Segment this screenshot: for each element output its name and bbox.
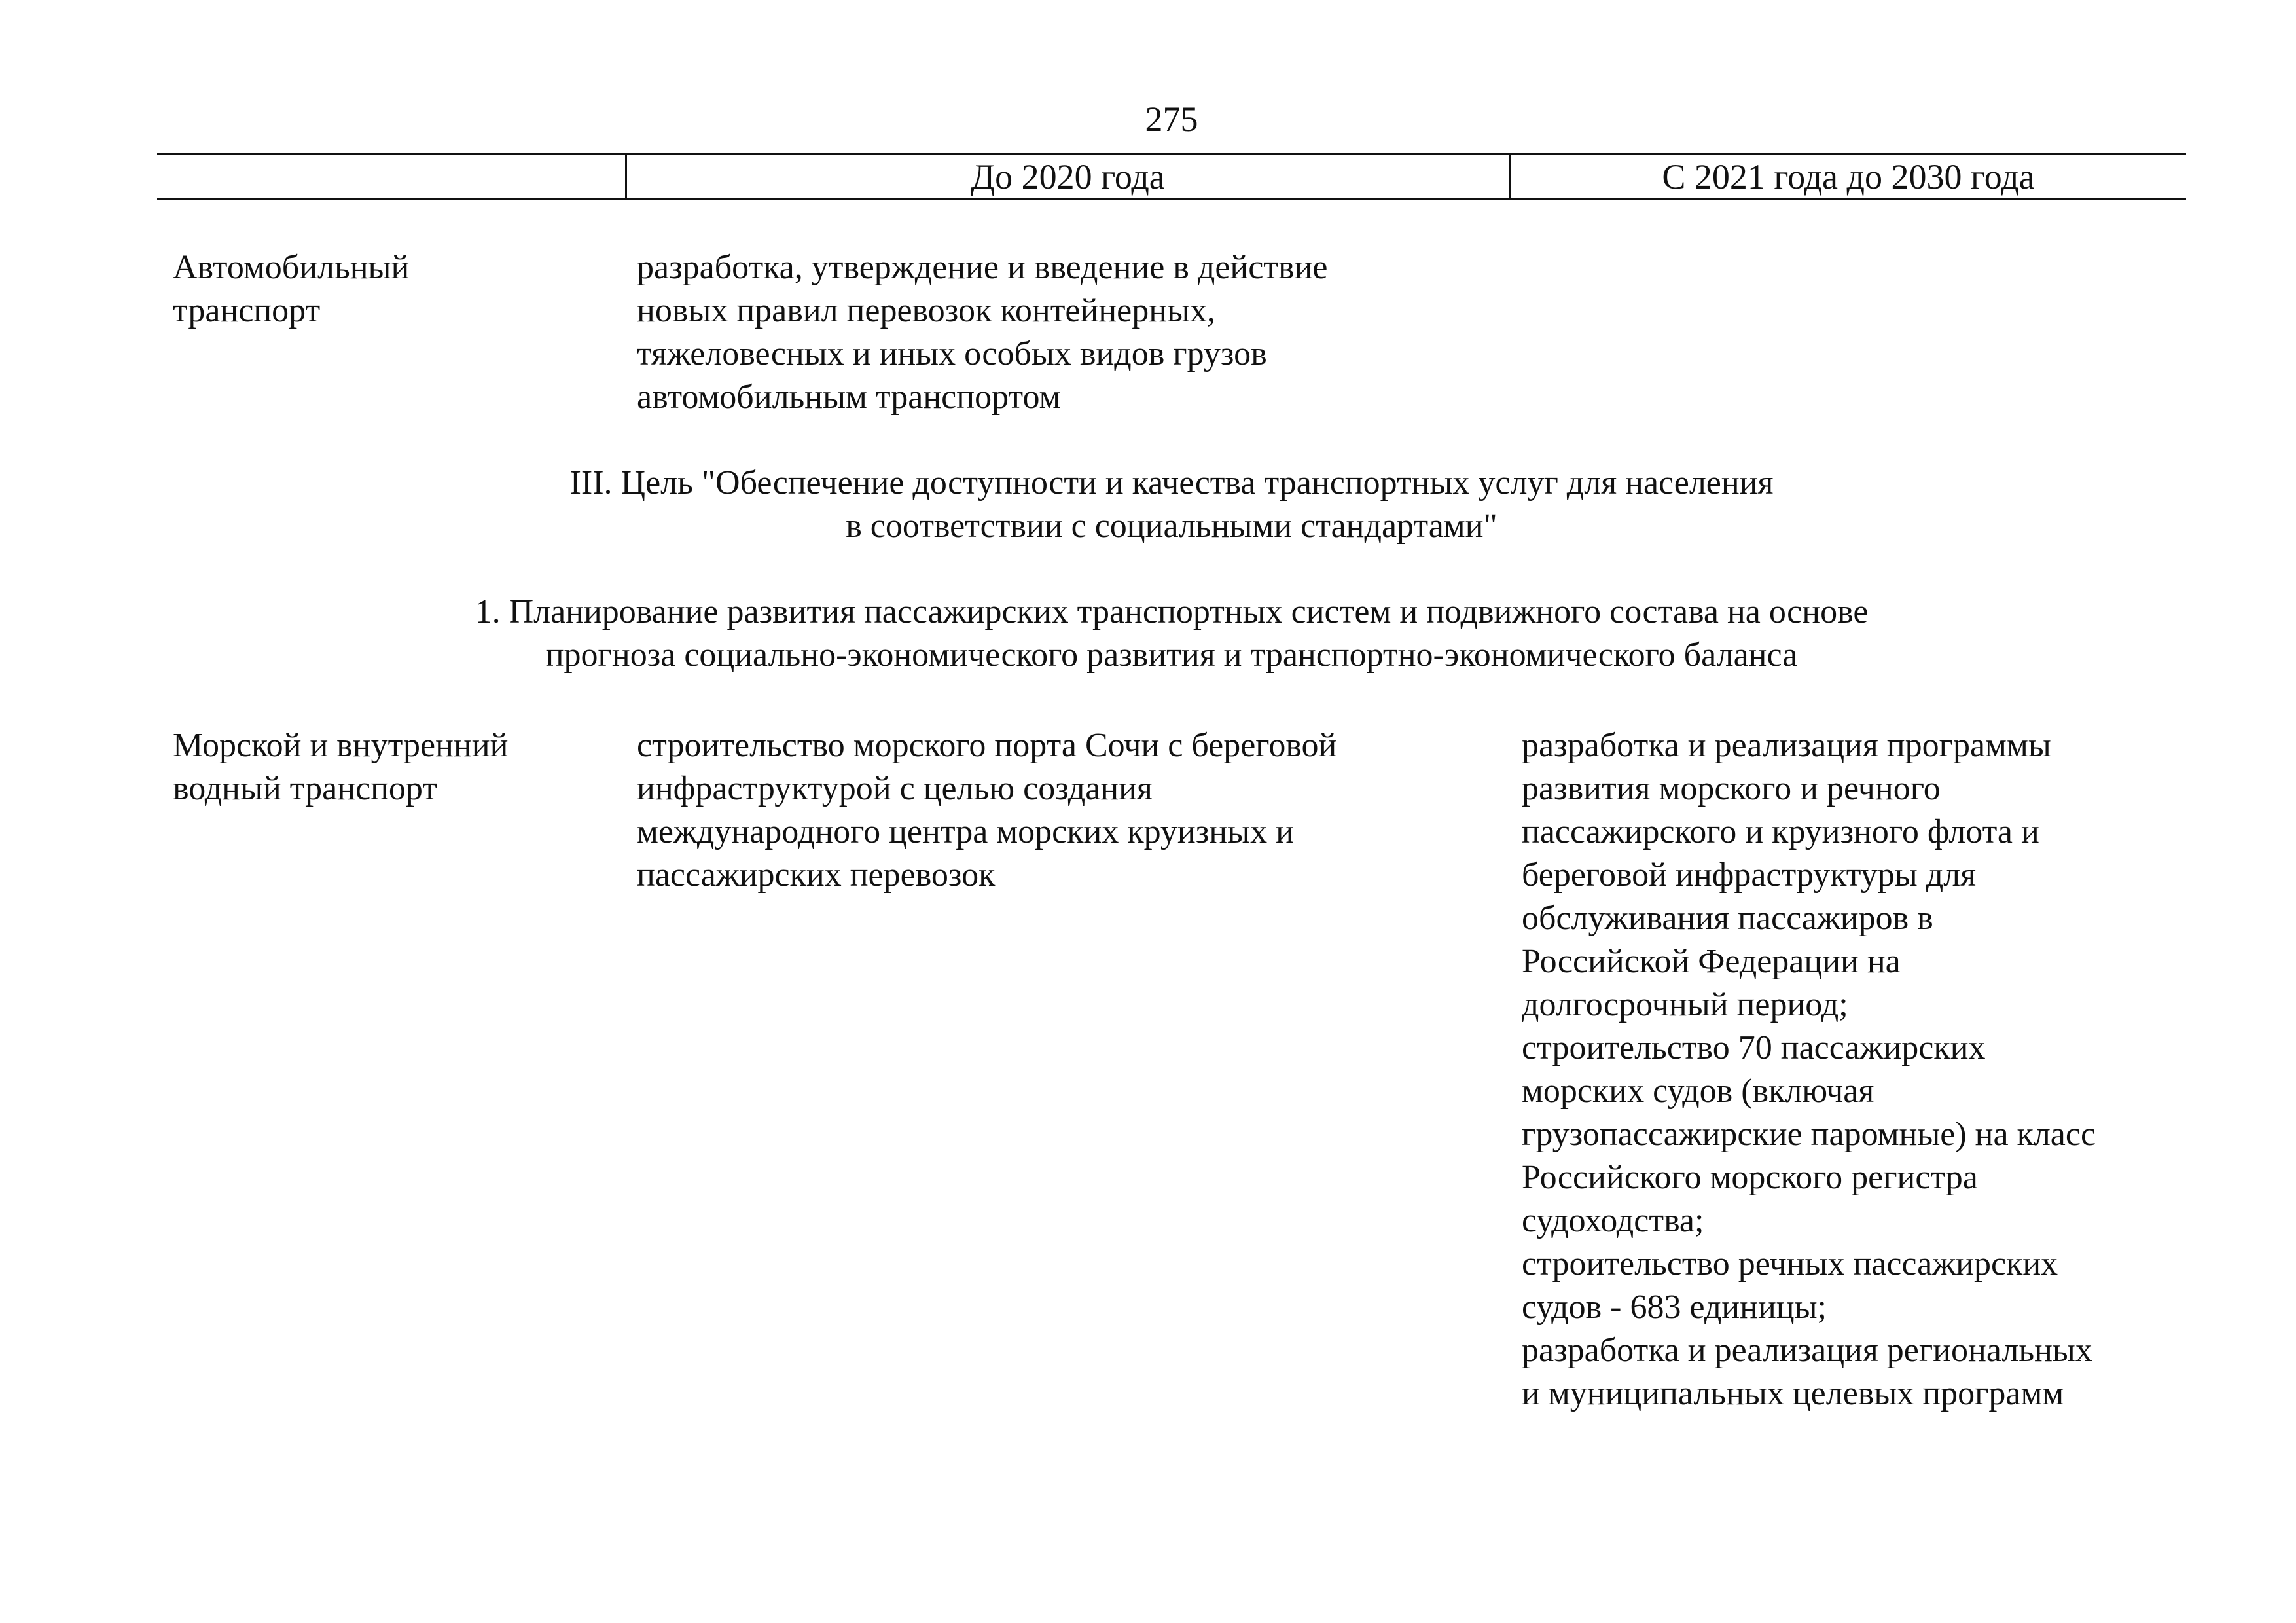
header-bottom-rule: [157, 198, 2186, 200]
header-top-rule: [157, 153, 2186, 155]
column-header-until-2020: До 2020 года: [971, 157, 1165, 196]
measures-2021-2030: разработка и реализация программы развития морского и речного пассажирского и круизного флота и береговой инфраструктуры для обслуживания пассажиров в Российской Федерации на долгосрочный период; строительство 70 пассажирских морских судов (включая грузопассажирские паромные) на класс Российского морского регистра судоходства; строительство речных пассажирских судов - 683 единицы; разработка и реализация региональных и муниципальных целевых программ: [1522, 727, 2096, 1412]
column-header-2021-2030: С 2021 года до 2030 года: [1662, 157, 2035, 196]
transport-mode-label: Автомобильный транспорт: [173, 249, 410, 329]
goal-heading: III. Цель "Обеспечение доступности и качества транспортных услуг для населения в соответствии с социальными стандартами": [569, 464, 1774, 545]
page-number: 275: [1145, 100, 1198, 139]
subsection-heading: 1. Планирование развития пассажирских транспортных систем и подвижного состава на основе прогноза социально-экономического развития и транспортно-экономического баланса: [475, 593, 1869, 674]
transport-mode-label: Морской и внутренний водный транспорт: [173, 727, 509, 807]
measures-until-2020: строительство морского порта Сочи с береговой инфраструктурой с целью создания международного центра морских круизных и пассажирских перевозок: [637, 727, 1337, 894]
measures-until-2020: разработка, утверждение и введение в действие новых правил перевозок контейнерных, тяжеловесных и иных особых видов грузов автомобильным транспортом: [637, 249, 1328, 416]
